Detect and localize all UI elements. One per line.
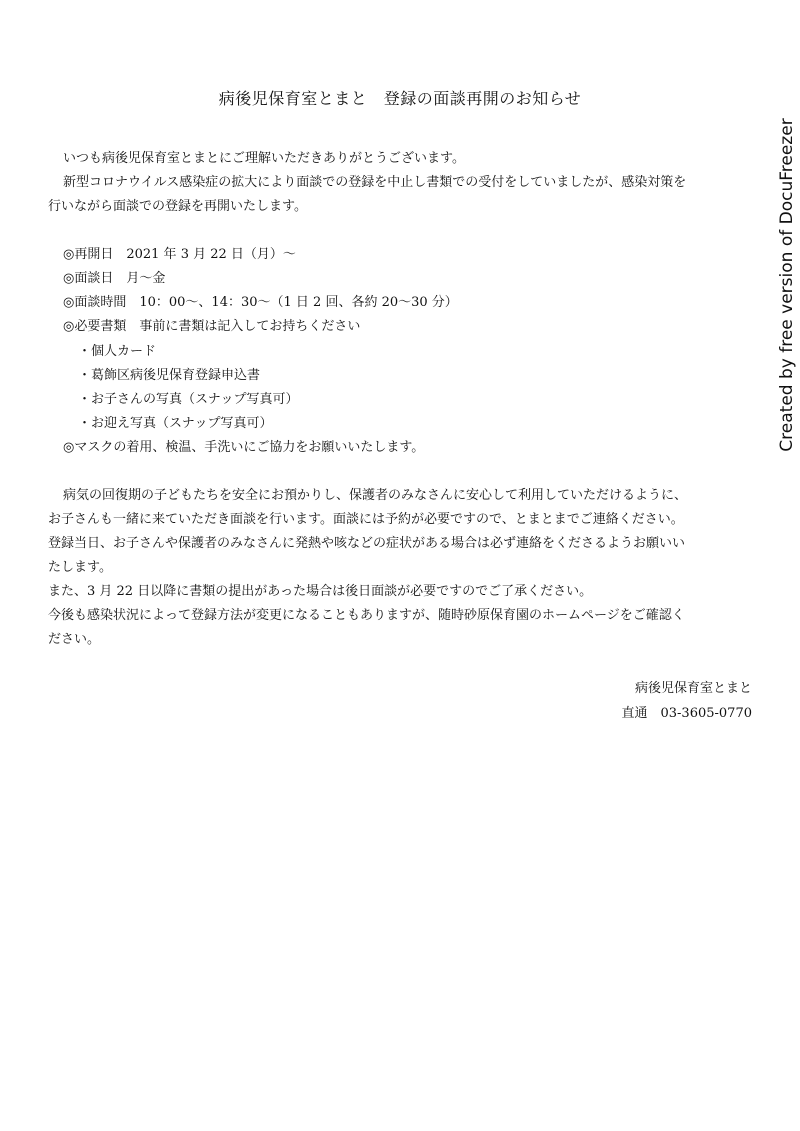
docufreezer-watermark — [772, 120, 800, 450]
doc-item: ・お子さんの写真（スナップ写真可） — [78, 392, 299, 407]
restart-date: ◎再開日 2021 年 3 月 22 日（月）～ — [63, 247, 296, 262]
body-line: また、3 月 22 日以降に書類の提出があった場合は後日面談が必要ですのでご了承ください。 — [48, 584, 593, 599]
interview-days: ◎面談日 月～金 — [63, 271, 166, 286]
body-line: 今後も感染状況によって登録方法が変更になることもありますが、随時砂原保育園のホームページをご確認く — [48, 608, 685, 623]
doc-item: ・お迎え写真（スナップ写真可） — [78, 416, 273, 431]
watermark-text: Created by free version of DocuFreezer — [777, 118, 797, 452]
body-line: 登録当日、お子さんや保護者のみなさんに発熱や咳などの症状がある場合は必ず連絡をくださるようお願いい — [48, 536, 686, 551]
body-line: 病気の回復期の子どもたちを安全にお預かりし、保護者のみなさんに安心して利用していただけるように、 — [63, 488, 688, 503]
doc-item: ・葛飾区病後児保育登録申込書 — [78, 368, 261, 383]
body-line: ださい。 — [48, 632, 101, 647]
doc-item: ・個人カード — [78, 344, 157, 359]
intro-line-3: 行いながら面談での登録を再開いたします。 — [48, 199, 307, 214]
body-line: お子さんも一緒に来ていただき面談を行います。面談には予約が必要ですので、とまとまでご連絡ください。 — [48, 512, 684, 527]
intro-line-2: 新型コロナウイルス感染症の拡大により面談での登録を中止し書類での受付をしていましたが、感染対策を — [63, 175, 687, 190]
signoff-name: 病後児保育室とまと — [634, 681, 752, 696]
body-line: たします。 — [48, 560, 112, 575]
signoff-phone: 直通 03-3605-0770 — [621, 706, 752, 721]
mask-note: ◎マスクの着用、検温、手洗いにご協力をお願いいたします。 — [63, 440, 425, 455]
interview-time: ◎面談時間 10：00～、14：30～（1 日 2 回、各約 20～30 分） — [63, 295, 458, 310]
required-docs: ◎必要書類 事前に書類は記入してお持ちください — [63, 319, 361, 334]
intro-line-1: いつも病後児保育室とまとにご理解いただきありがとうございます。 — [63, 151, 465, 166]
document-title: 病後児保育室とまと 登録の面談再開のお知らせ — [218, 89, 582, 108]
